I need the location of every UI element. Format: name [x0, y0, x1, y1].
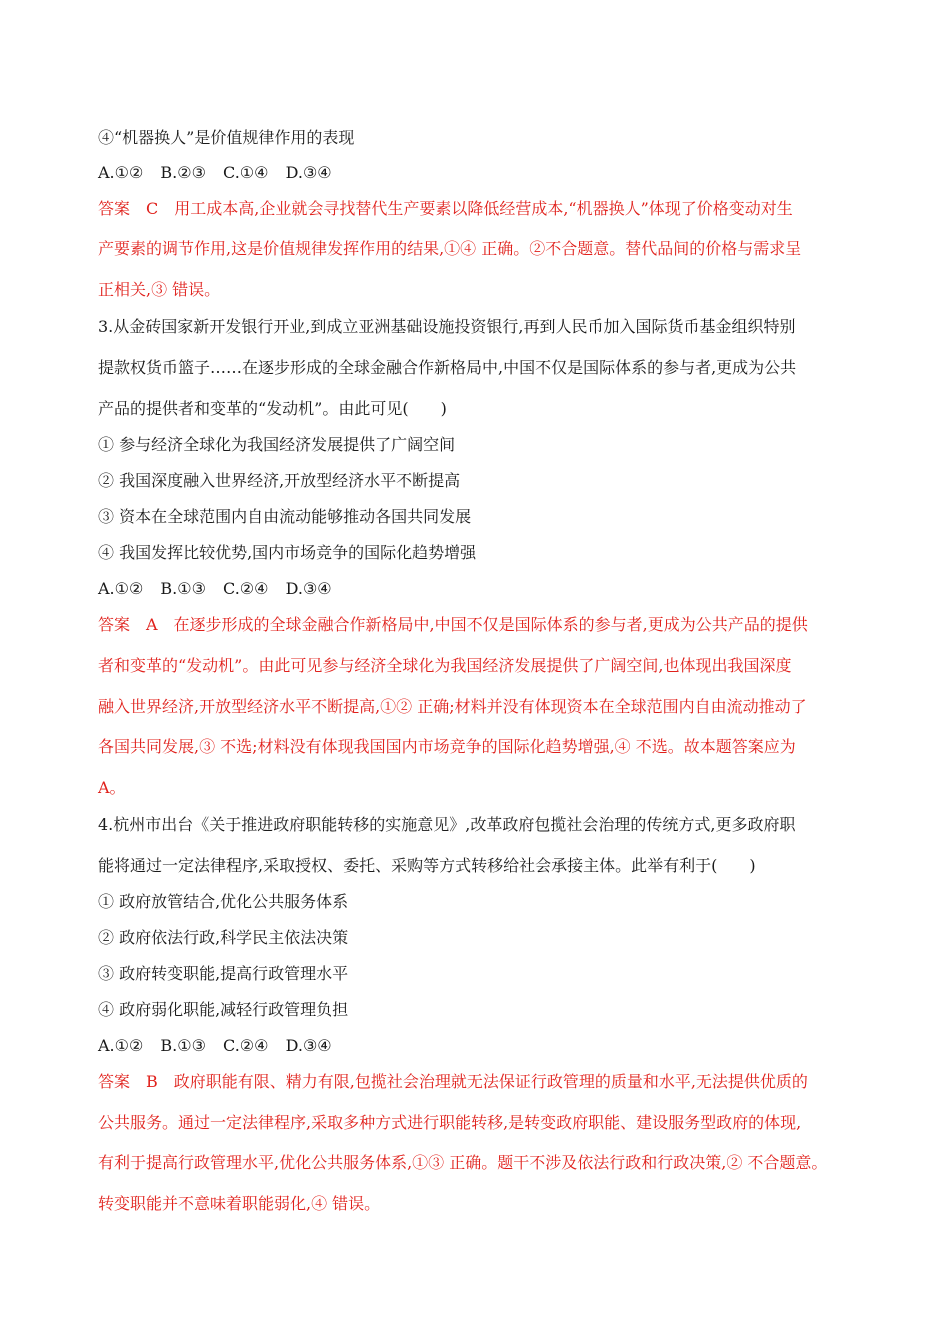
q2-answer-line: 答案 C 用工成本高,企业就会寻找替代生产要素以降低经营成本,“机器换人”体现了价格变动对生	[98, 199, 793, 218]
choice-c: C.②④	[223, 1036, 269, 1055]
q4-answer-line: 答案 B 政府职能有限、精力有限,包揽社会治理就无法保证行政管理的质量和水平,无法提供优质的	[98, 1072, 808, 1091]
q2-answer-line: 正相关,③ 错误。	[98, 280, 221, 299]
q3-option-3: ③ 资本在全球范围内自由流动能够推动各国共同发展	[98, 507, 472, 526]
q4-choices	[98, 1035, 344, 1057]
q4-option-2: ② 政府依法行政,科学民主依法决策	[98, 928, 349, 947]
q4-stem-line: 能将通过一定法律程序,采取授权、委托、采购等方式转移给社会承接主体。此举有利于( )	[98, 856, 756, 875]
choice-b: B.②③	[160, 163, 206, 182]
q4-option-3: ③ 政府转变职能,提高行政管理水平	[98, 964, 349, 983]
q3-stem-line: 3.从金砖国家新开发银行开业,到成立亚洲基础设施投资银行,再到人民币加入国际货币基金组织特别	[98, 317, 796, 336]
choice-a: A.①②	[98, 1036, 144, 1055]
q3-answer-line: 各国共同发展,③ 不选;材料没有体现我国国内市场竞争的国际化趋势增强,④ 不选。故本题答案应为	[98, 737, 796, 756]
q4-option-1: ① 政府放管结合,优化公共服务体系	[98, 892, 349, 911]
q3-stem-line: 产品的提供者和变革的“发动机”。由此可见( )	[98, 399, 447, 418]
q3-answer-line: 者和变革的“发动机”。由此可见参与经济全球化为我国经济发展提供了广阔空间,也体现出我国深度	[98, 656, 792, 675]
q2-choices	[98, 162, 344, 184]
q2-option-4: ④“机器换人”是价值规律作用的表现	[98, 128, 355, 147]
choice-c: C.②④	[223, 579, 269, 598]
q3-answer-line: 融入世界经济,开放型经济水平不断提高,①② 正确;材料并没有体现资本在全球范围内自由流动推动了	[98, 697, 807, 716]
choice-a: A.①②	[98, 163, 144, 182]
choice-d: D.③④	[285, 1036, 332, 1055]
choice-b: B.①③	[160, 579, 206, 598]
choice-a: A.①②	[98, 579, 144, 598]
q3-option-1: ① 参与经济全球化为我国经济发展提供了广阔空间	[98, 435, 456, 454]
q3-answer-line: A。	[98, 778, 126, 797]
choice-c: C.①④	[223, 163, 269, 182]
q4-answer-line: 有利于提高行政管理水平,优化公共服务体系,①③ 正确。题干不涉及依法行政和行政决策,② 不合题意。	[98, 1153, 828, 1172]
q3-choices	[98, 578, 344, 600]
q3-stem-line: 提款权货币篮子……在逐步形成的全球金融合作新格局中,中国不仅是国际体系的参与者,更成为公共	[98, 358, 797, 377]
q4-answer-line: 公共服务。通过一定法律程序,采取多种方式进行职能转移,是转变政府职能、建设服务型政府的体现,	[98, 1113, 802, 1132]
choice-d: D.③④	[285, 163, 332, 182]
q4-option-4: ④ 政府弱化职能,减轻行政管理负担	[98, 1000, 349, 1019]
q3-answer-line: 答案 A 在逐步形成的全球金融合作新格局中,中国不仅是国际体系的参与者,更成为公共产品的提供	[98, 615, 808, 634]
q2-answer-line: 产要素的调节作用,这是价值规律发挥作用的结果,①④ 正确。②不合题意。替代品间的价格与需求呈	[98, 239, 802, 258]
q4-stem-line: 4.杭州市出台《关于推进政府职能转移的实施意见》,改革政府包揽社会治理的传统方式,更多政府职	[98, 815, 796, 834]
q3-option-2: ② 我国深度融入世界经济,开放型经济水平不断提高	[98, 471, 461, 490]
q3-option-4: ④ 我国发挥比较优势,国内市场竞争的国际化趋势增强	[98, 543, 477, 562]
choice-d: D.③④	[285, 579, 332, 598]
choice-b: B.①③	[160, 1036, 206, 1055]
q4-answer-line: 转变职能并不意味着职能弱化,④ 错误。	[98, 1194, 381, 1213]
